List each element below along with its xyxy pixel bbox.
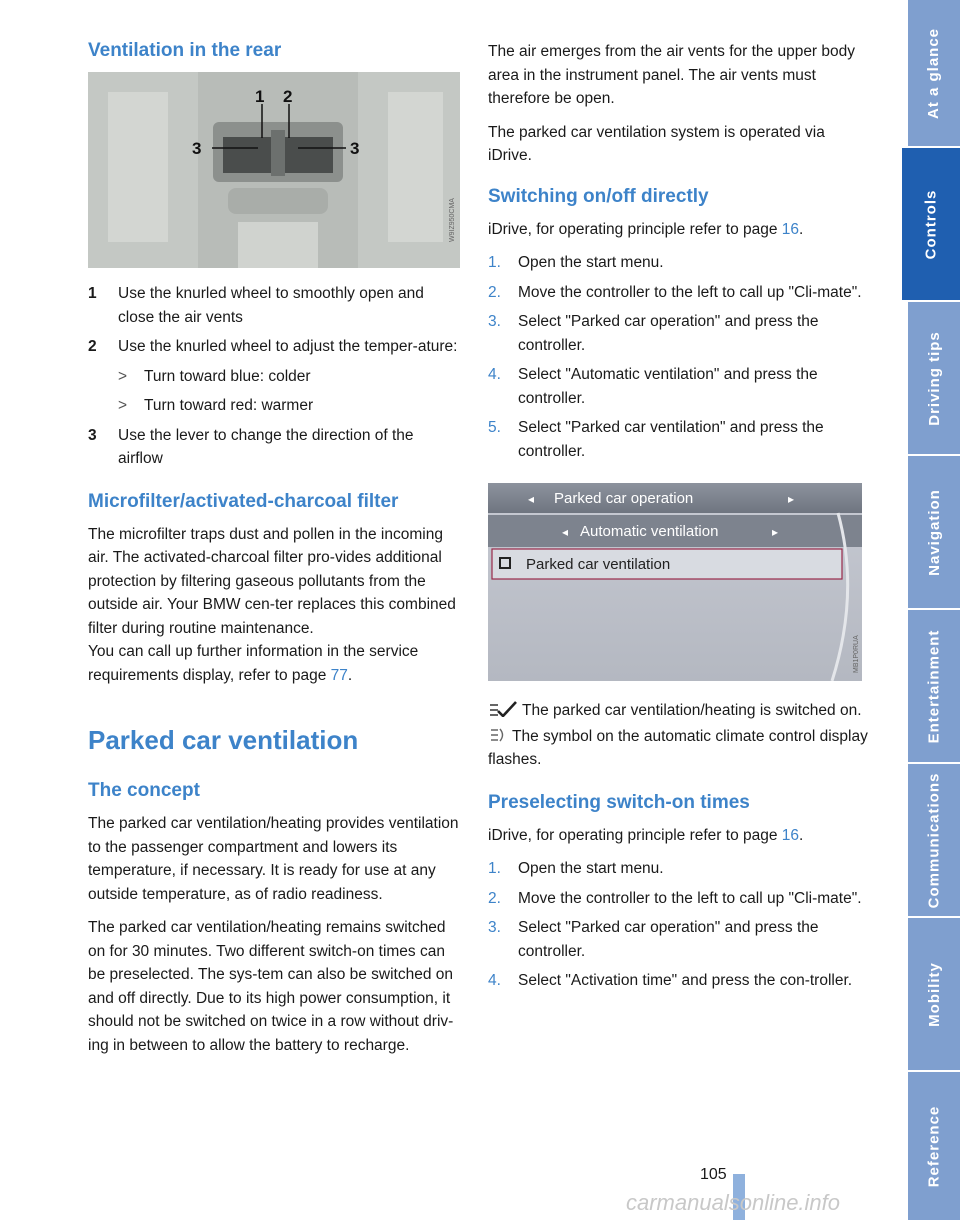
tab-navigation[interactable]: Navigation <box>908 456 960 608</box>
filter-heading: Microfilter/activated-charcoal filter <box>88 490 399 512</box>
list-item: > Turn toward red: warmer <box>118 397 314 414</box>
list-item: 3 Use the lever to change the direction of the airflow <box>88 426 414 467</box>
callout-1: 1 <box>255 87 265 106</box>
idrive-reference-2: iDrive, for operating principle refer to page 16. <box>488 826 804 844</box>
idrive-screen <box>488 483 862 681</box>
page-link-16[interactable]: 16 <box>781 220 800 238</box>
svg-text:◂: ◂ <box>562 525 569 539</box>
svg-text:◂: ◂ <box>528 492 535 506</box>
idrive-reference: iDrive, for operating principle refer to page 16. <box>488 220 804 238</box>
switching-steps <box>488 251 868 463</box>
screen-code: MB1P0RUA <box>853 635 860 673</box>
list-item: 1. Open the start menu. <box>488 860 664 877</box>
list-item: 3. Select "Parked car operation" and press the controller. <box>488 919 819 960</box>
tab-driving-tips[interactable]: Driving tips <box>908 302 960 454</box>
filter-paragraph: The microfilter traps dust and pollen in the incoming air. The activated-charcoal filter pro-vides additional protection by filtering gaseous pollutants from the outside air. Your BMW cen-ter replaces this combined filter during routine maintenance. <box>88 525 456 637</box>
vent-controls-list-cont <box>88 424 460 471</box>
rear-vents-illustration <box>88 72 460 268</box>
switching-heading: Switching on/off directly <box>488 185 709 207</box>
ventilation-rear-heading: Ventilation in the rear <box>88 40 282 61</box>
list-item: > Turn toward blue: colder <box>118 367 311 385</box>
callout-3-left: 3 <box>192 139 202 158</box>
fan-icon <box>488 727 508 743</box>
filter-service-paragraph: You can call up further information in the service requirements display, refer to page 77. <box>88 643 419 684</box>
rear-vents-photo <box>88 72 460 268</box>
left-column <box>88 40 460 1067</box>
preselect-heading: Preselecting switch-on times <box>488 791 750 813</box>
temperature-sublist <box>118 365 460 418</box>
page-link-16-b[interactable]: 16 <box>781 826 800 844</box>
status-on-paragraph: The parked car ventilation/heating is switched on. <box>488 699 868 723</box>
list-item: 2. Move the controller to the left to call up "Cli-mate". <box>488 889 862 907</box>
page-number: 105 <box>700 1166 727 1183</box>
tab-controls[interactable]: Controls <box>902 148 960 300</box>
list-item: 1. Open the start menu. <box>488 254 664 271</box>
tab-mobility[interactable]: Mobility <box>908 918 960 1070</box>
list-item: 4. Select "Activation time" and press the con-troller. <box>488 972 853 989</box>
page-link-77[interactable]: 77 <box>330 666 348 684</box>
list-item: 2. Move the controller to the left to call up "Cli-mate". <box>488 283 862 301</box>
tab-reference[interactable]: Reference <box>908 1072 960 1220</box>
callout-3-right: 3 <box>350 139 360 158</box>
svg-text:▸: ▸ <box>772 525 779 539</box>
list-item: 2 Use the knurled wheel to adjust the temper-ature: <box>88 338 458 355</box>
concept-paragraph-2: The parked car ventilation/heating remains switched on for 30 minutes. Two different switch-on times can be preselected. The sys-tem can also be switched on and off directly. Due to its high power consumption, it should not be switched on twice in a row without driv-ing in between to allow the battery to recharge. <box>88 919 454 1054</box>
screen-row-automatic-ventilation: Automatic ventilation <box>580 523 719 540</box>
list-item: 4. Select "Automatic ventilation" and press the controller. <box>488 366 818 407</box>
idrive-menu-illustration <box>488 483 862 681</box>
svg-text:▸: ▸ <box>788 492 795 506</box>
fan-check-icon <box>488 701 518 717</box>
concept-heading: The concept <box>88 780 200 801</box>
watermark: carmanualsonline.info <box>626 1190 841 1215</box>
section-title: Parked car ventilation <box>88 725 359 755</box>
tab-entertainment[interactable]: Entertainment <box>908 610 960 762</box>
callout-2: 2 <box>283 87 293 106</box>
section-tab-strip <box>908 0 960 1220</box>
tab-at-a-glance[interactable]: At a glance <box>908 0 960 146</box>
photo-code: W9IZ950CMA <box>449 198 456 242</box>
vent-controls-list <box>88 282 460 359</box>
right-column <box>488 40 868 999</box>
concept-paragraph-1: The parked car ventilation/heating provides ventilation to the passenger compartment and lowers its temperature, if necessary. It is ready for use at any outside temperature, as of radio readiness. <box>88 815 459 903</box>
list-item: 5. Select "Parked car ventilation" and press the controller. <box>488 419 824 460</box>
air-vents-paragraph: The air emerges from the air vents for the upper body area in the instrument panel. The air vents must therefore be open. <box>488 43 856 107</box>
idrive-operated-paragraph: The parked car ventilation system is operated via iDrive. <box>488 123 825 164</box>
screen-row-parked-car-operation: Parked car operation <box>554 490 694 507</box>
list-item: 3. Select "Parked car operation" and press the controller. <box>488 313 819 354</box>
screen-row-parked-car-ventilation: Parked car ventilation <box>526 556 671 573</box>
list-item: 1 Use the knurled wheel to smoothly open and close the air vents <box>88 285 424 326</box>
tab-communications[interactable]: Communications <box>908 764 960 916</box>
status-flash-paragraph: The symbol on the automatic climate control display flashes. <box>488 727 868 768</box>
preselect-steps <box>488 857 868 993</box>
